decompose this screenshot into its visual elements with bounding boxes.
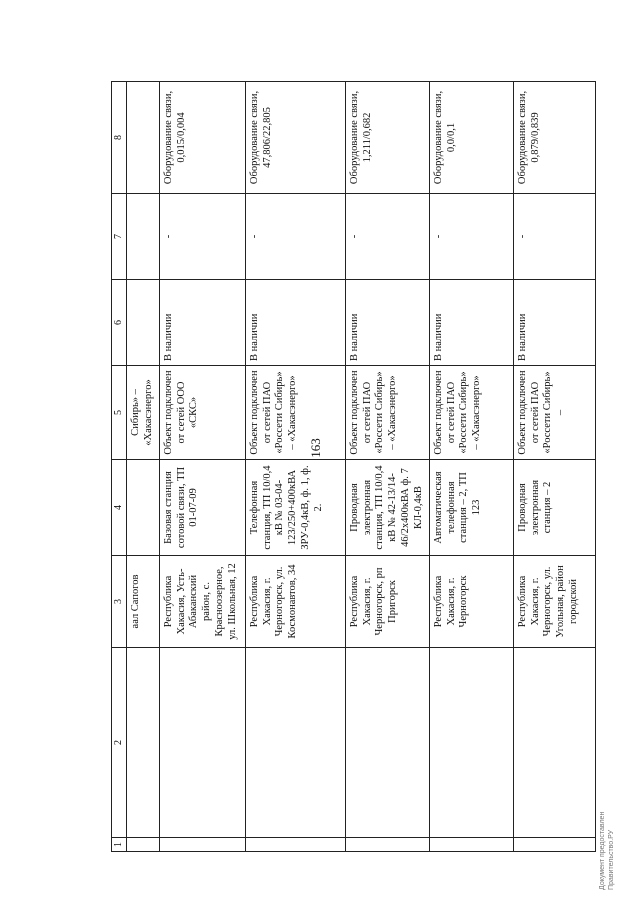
col-header-1: 1 [112, 838, 127, 852]
table-row [345, 82, 429, 852]
cell-name [345, 648, 429, 838]
cell-address: Республика Хакасия, г. Черногорск, ул. Космонавтов, 34 [245, 556, 345, 648]
table-container [111, 82, 591, 852]
cell-connection: Сибирь» – «Хакасэнерго» [127, 366, 160, 460]
watermark-line-2: Правительство.РУ [608, 829, 616, 890]
cell-connection: Объект подключен от сетей ПАО «Россети Сибирь» – [513, 366, 595, 460]
table-row [159, 82, 245, 852]
table-row [513, 82, 595, 852]
cell-col7: - [429, 194, 513, 280]
cell-number [429, 838, 513, 852]
cell-equipment: Оборудование связи, 47,806/22,805 [245, 82, 345, 194]
cell-address: Республика Хакасия, г. Черногорск, ул. Угольная, район городской [513, 556, 595, 648]
cell-connection: Объект подключен от сетей ПАО «Россети Сибирь» – «Хакасэнерго» [429, 366, 513, 460]
cell-availability [127, 280, 160, 366]
watermark-line-1: Документ предоставлен [599, 811, 606, 890]
cell-object: Проводная электронная станция, ТП 10/0,4 кВ № 42-13/14-46/2х400кВА ф. 7 КЛ-0,4кВ [345, 460, 429, 556]
col-header-8: 8 [112, 82, 127, 194]
table-row [429, 82, 513, 852]
cell-object: Автоматическая телефонная станция – 2, ТП 123 [429, 460, 513, 556]
watermark [598, 770, 632, 890]
data-table [111, 81, 596, 852]
cell-number [345, 838, 429, 852]
cell-connection: Объект подключен от сетей ПАО «Россети Сибирь» – «Хакасэнерго» [345, 366, 429, 460]
cell-connection: Объект подключен от сетей ПАО «Россети Сибирь» – «Хакасэнерго» [245, 366, 345, 460]
cell-object [127, 460, 160, 556]
cell-col7: - [513, 194, 595, 280]
cell-equipment: Оборудование связи, 0,879/0,839 [513, 82, 595, 194]
cell-col7: - [159, 194, 245, 280]
cell-availability: В наличии [345, 280, 429, 366]
cell-address: Республика Хакасия, Усть-Абаканский район, с. Красноозерное, ул. Школьная, 12 [159, 556, 245, 648]
col-header-2: 2 [112, 648, 127, 838]
cell-availability: В наличии [245, 280, 345, 366]
cell-address: Республика Хакасия, г. Черногорск, рп Пригорск [345, 556, 429, 648]
cell-number [513, 838, 595, 852]
cell-availability: В наличии [429, 280, 513, 366]
table-row [127, 82, 160, 852]
header-row [112, 82, 127, 852]
page-number-text: 163 [308, 438, 323, 458]
cell-connection: Объект подключен от сетей ООО «СКС» [159, 366, 245, 460]
cell-object: Проводная электронная станция – 2 [513, 460, 595, 556]
cell-name [429, 648, 513, 838]
cell-col7 [127, 194, 160, 280]
cell-equipment: Оборудование связи, 0,0/0,1 [429, 82, 513, 194]
cell-name [245, 648, 345, 838]
cell-object: Базовая станция сотовой связи, ТП 01-07-09 [159, 460, 245, 556]
cell-equipment [127, 82, 160, 194]
cell-availability: В наличии [513, 280, 595, 366]
cell-col7: - [345, 194, 429, 280]
col-header-4: 4 [112, 460, 127, 556]
cell-number [245, 838, 345, 852]
cell-address: Республика Хакасия, г. Черногорск [429, 556, 513, 648]
cell-number [159, 838, 245, 852]
cell-name [127, 648, 160, 838]
col-header-7: 7 [112, 194, 127, 280]
cell-col7: - [245, 194, 345, 280]
table-row [245, 82, 345, 852]
cell-address: аал Сапогов [127, 556, 160, 648]
cell-number [127, 838, 160, 852]
cell-equipment: Оборудование связи, 0,015/0,004 [159, 82, 245, 194]
cell-object: Телефонная станция, ТП 10/0,4 кВ № 03-04-123/250+400кВА ЗРУ-0,4кВ, ф. 1, ф. 2. [245, 460, 345, 556]
cell-availability: В наличии [159, 280, 245, 366]
col-header-6: 6 [112, 280, 127, 366]
cell-name [513, 648, 595, 838]
cell-name [159, 648, 245, 838]
cell-equipment: Оборудование связи, 1,211/0,682 [345, 82, 429, 194]
col-header-5: 5 [112, 366, 127, 460]
col-header-3: 3 [112, 556, 127, 648]
